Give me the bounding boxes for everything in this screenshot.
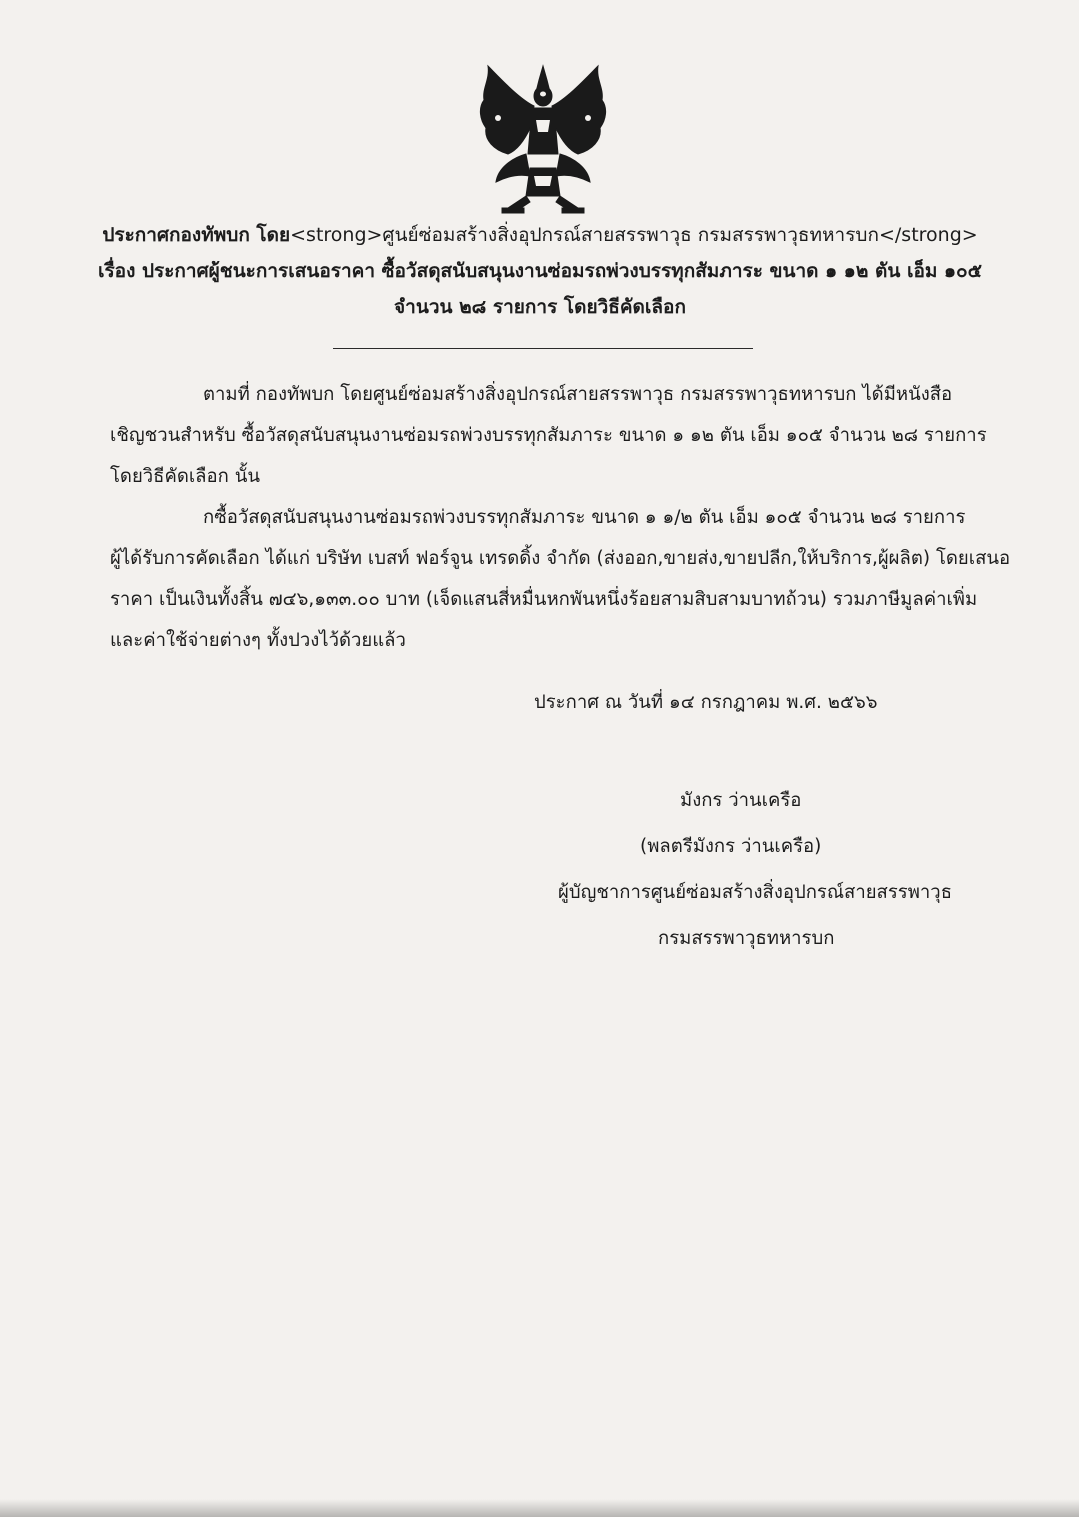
header-subject-cont: จำนวน ๒๘ รายการ โดยวิธีคัดเลือก (394, 296, 686, 318)
header-unit: <strong>ศูนย์ซ่อมสร้างสิ่งอุปกรณ์สายสรรพาวุธ กรมสรรพาวุธทหารบก</strong> (290, 224, 978, 246)
signatory-full-name: (พลตรีมังกร ว่านเครือ) (640, 836, 822, 857)
paragraph-1-line-1: ตามที่ กองทัพบก โดยศูนย์ซ่อมสร้างสิ่งอุปกรณ์สายสรรพาวุธ กรมสรรพาวุธทหารบก ได้มีหนังสือ (203, 384, 953, 405)
announcement-date: ประกาศ ณ วันที่ ๑๔ กรกฎาคม พ.ศ. ๒๕๖๖ (534, 692, 878, 713)
paragraph-1-line-2: เชิญชวนสำหรับ ซื้อวัสดุสนับสนุนงานซ่อมรถพ่วงบรรทุกสัมภาระ ขนาด ๑ ๑๒ ตัน เอ็ม ๑๐๕ จำนวน ๒๘ รายการ (110, 425, 987, 446)
header-divider (333, 348, 753, 349)
signatory-department: กรมสรรพาวุธทหารบก (658, 928, 835, 949)
signature-name: มังกร ว่านเครือ (680, 790, 802, 811)
garuda-emblem-icon (468, 58, 618, 218)
paragraph-2-line-4: และค่าใช้จ่ายต่างๆ ทั้งปวงไว้ด้วยแล้ว (110, 630, 406, 651)
header-title: ประกาศกองทัพบก โดย (102, 224, 291, 246)
paragraph-1-line-3: โดยวิธีคัดเลือก นั้น (110, 466, 261, 487)
header-line-1 (60, 224, 1020, 247)
signatory-position: ผู้บัญชาการศูนย์ซ่อมสร้างสิ่งอุปกรณ์สายสรรพาวุธ (558, 882, 952, 903)
paragraph-2-line-2: ผู้ได้รับการคัดเลือก ได้แก่ บริษัท เบสท์ ฟอร์จูน เทรดดิ้ง จำกัด (ส่งออก,ขายส่ง,ขายปลีก,ให้บริการ,ผู้ผลิต) โดยเสนอ (110, 548, 1011, 569)
header-subject: เรื่อง ประกาศผู้ชนะการเสนอราคา ซื้อวัสดุสนับสนุนงานซ่อมรถพ่วงบรรทุกสัมภาระ ขนาด ๑ ๑๒ ตัน เอ็ม ๑๐๕ (97, 260, 983, 282)
paragraph-2-line-1: กซื้อวัสดุสนับสนุนงานซ่อมรถพ่วงบรรทุกสัมภาระ ขนาด ๑ ๑/๒ ตัน เอ็ม ๑๐๕ จำนวน ๒๘ รายการ (203, 507, 966, 528)
paragraph-2-line-3: ราคา เป็นเงินทั้งสิ้น ๗๔๖,๑๓๓.๐๐ บาท (เจ็ดแสนสี่หมื่นหกพันหนึ่งร้อยสามสิบสามบาทถ้วน) รวมภาษีมูลค่าเพิ่ม (110, 589, 978, 610)
scan-edge (0, 1499, 1079, 1517)
